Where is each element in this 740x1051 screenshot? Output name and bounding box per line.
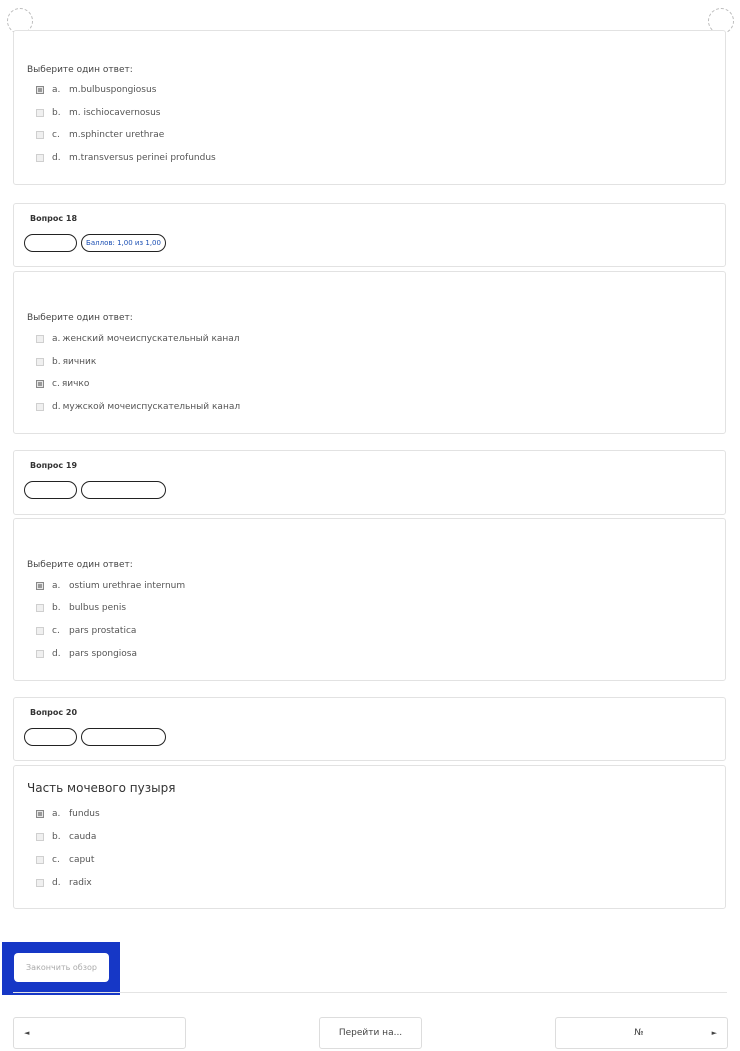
option-letter: d.: [52, 402, 61, 412]
option-letter: c.: [52, 626, 60, 636]
answer-option[interactable]: [36, 876, 92, 890]
answer-option[interactable]: [36, 853, 94, 867]
next-activity-button[interactable]: [555, 1017, 728, 1049]
status-pill: [24, 481, 77, 499]
question-text: Часть мочевого пузыря: [27, 781, 176, 795]
option-letter: d.: [52, 878, 61, 888]
answer-option[interactable]: [36, 830, 96, 844]
radio-checkbox[interactable]: [36, 358, 44, 366]
option-text: m.transversus perinei profundus: [69, 153, 216, 163]
answer-option[interactable]: [36, 83, 156, 97]
option-text: m. ischiocavernosus: [69, 108, 161, 118]
status-pill: [24, 234, 77, 252]
option-letter: b.: [52, 832, 61, 842]
status-pill: [24, 728, 77, 746]
option-text: яичко: [61, 379, 90, 389]
question-20-info-card: [13, 697, 726, 761]
option-text: pars spongiosa: [69, 649, 138, 659]
radio-checkbox[interactable]: [36, 380, 44, 388]
next-arrow-icon: ►: [711, 1029, 717, 1037]
answer-option[interactable]: [36, 647, 137, 661]
radio-checkbox[interactable]: [36, 627, 44, 635]
previous-activity-button[interactable]: [13, 1017, 186, 1049]
option-letter: c.: [52, 379, 60, 389]
option-text: мужской мочеиспускательный канал: [62, 402, 241, 412]
next-activity-label: №: [634, 1028, 644, 1038]
prompt-label: Выберите один ответ:: [27, 313, 133, 323]
option-text: m.sphincter urethrae: [69, 130, 165, 140]
option-text: cauda: [69, 832, 97, 842]
finish-review-button[interactable]: Закончить обзор: [14, 953, 109, 982]
radio-checkbox[interactable]: [36, 879, 44, 887]
radio-checkbox[interactable]: [36, 109, 44, 117]
question-18-info-card: [13, 203, 726, 267]
radio-checkbox[interactable]: [36, 154, 44, 162]
answer-option[interactable]: [36, 624, 136, 638]
answer-option[interactable]: [36, 106, 161, 120]
radio-checkbox[interactable]: [36, 856, 44, 864]
question-title: Вопрос 19: [30, 461, 78, 470]
answer-option[interactable]: [36, 332, 240, 346]
option-letter: b.: [52, 603, 61, 613]
question-title: Вопрос 18: [30, 214, 78, 223]
option-letter: b.: [52, 357, 61, 367]
prompt-label: Выберите один ответ:: [27, 560, 133, 570]
option-text: caput: [69, 855, 95, 865]
option-text: яичник: [62, 357, 97, 367]
grade-pill: Баллов: 1,00 из 1,00: [81, 234, 166, 252]
jump-to-select[interactable]: Перейти на...: [319, 1017, 422, 1049]
question-17-answer-card: [13, 30, 726, 185]
radio-checkbox[interactable]: [36, 335, 44, 343]
question-19-answer-card: [13, 518, 726, 681]
option-letter: a.: [52, 581, 61, 591]
radio-checkbox[interactable]: [36, 582, 44, 590]
option-letter: a.: [52, 809, 61, 819]
question-18-answer-card: [13, 271, 726, 434]
option-letter: c.: [52, 130, 60, 140]
option-letter: d.: [52, 649, 61, 659]
option-letter: c.: [52, 855, 60, 865]
option-text: bulbus penis: [69, 603, 127, 613]
option-letter: a.: [52, 334, 61, 344]
answer-option[interactable]: [36, 400, 240, 414]
option-text: ostium urethrae internum: [69, 581, 186, 591]
question-title: Вопрос 20: [30, 708, 78, 717]
grade-pill: [81, 481, 166, 499]
question-20-answer-card: [13, 765, 726, 909]
option-letter: a.: [52, 85, 61, 95]
divider: [13, 992, 727, 993]
radio-checkbox[interactable]: [36, 833, 44, 841]
radio-checkbox[interactable]: [36, 403, 44, 411]
option-text: m.bulbuspongiosus: [69, 85, 157, 95]
radio-checkbox[interactable]: [36, 650, 44, 658]
prompt-label: Выберите один ответ:: [27, 65, 133, 75]
answer-option[interactable]: [36, 151, 216, 165]
radio-checkbox[interactable]: [36, 131, 44, 139]
answer-option[interactable]: [36, 579, 185, 593]
radio-checkbox[interactable]: [36, 604, 44, 612]
answer-option[interactable]: [36, 128, 164, 142]
option-text: женский мочеиспускательный канал: [62, 334, 240, 344]
answer-option[interactable]: [36, 807, 100, 821]
radio-checkbox[interactable]: [36, 86, 44, 94]
answer-option[interactable]: [36, 355, 96, 369]
radio-checkbox[interactable]: [36, 810, 44, 818]
question-19-info-card: [13, 450, 726, 515]
previous-arrow-icon: ◄: [24, 1029, 30, 1037]
grade-pill: [81, 728, 166, 746]
option-text: pars prostatica: [69, 626, 137, 636]
option-text: radix: [69, 878, 92, 888]
answer-option[interactable]: [36, 377, 89, 391]
option-text: fundus: [69, 809, 100, 819]
option-letter: d.: [52, 153, 61, 163]
answer-option[interactable]: [36, 601, 126, 615]
option-letter: b.: [52, 108, 61, 118]
